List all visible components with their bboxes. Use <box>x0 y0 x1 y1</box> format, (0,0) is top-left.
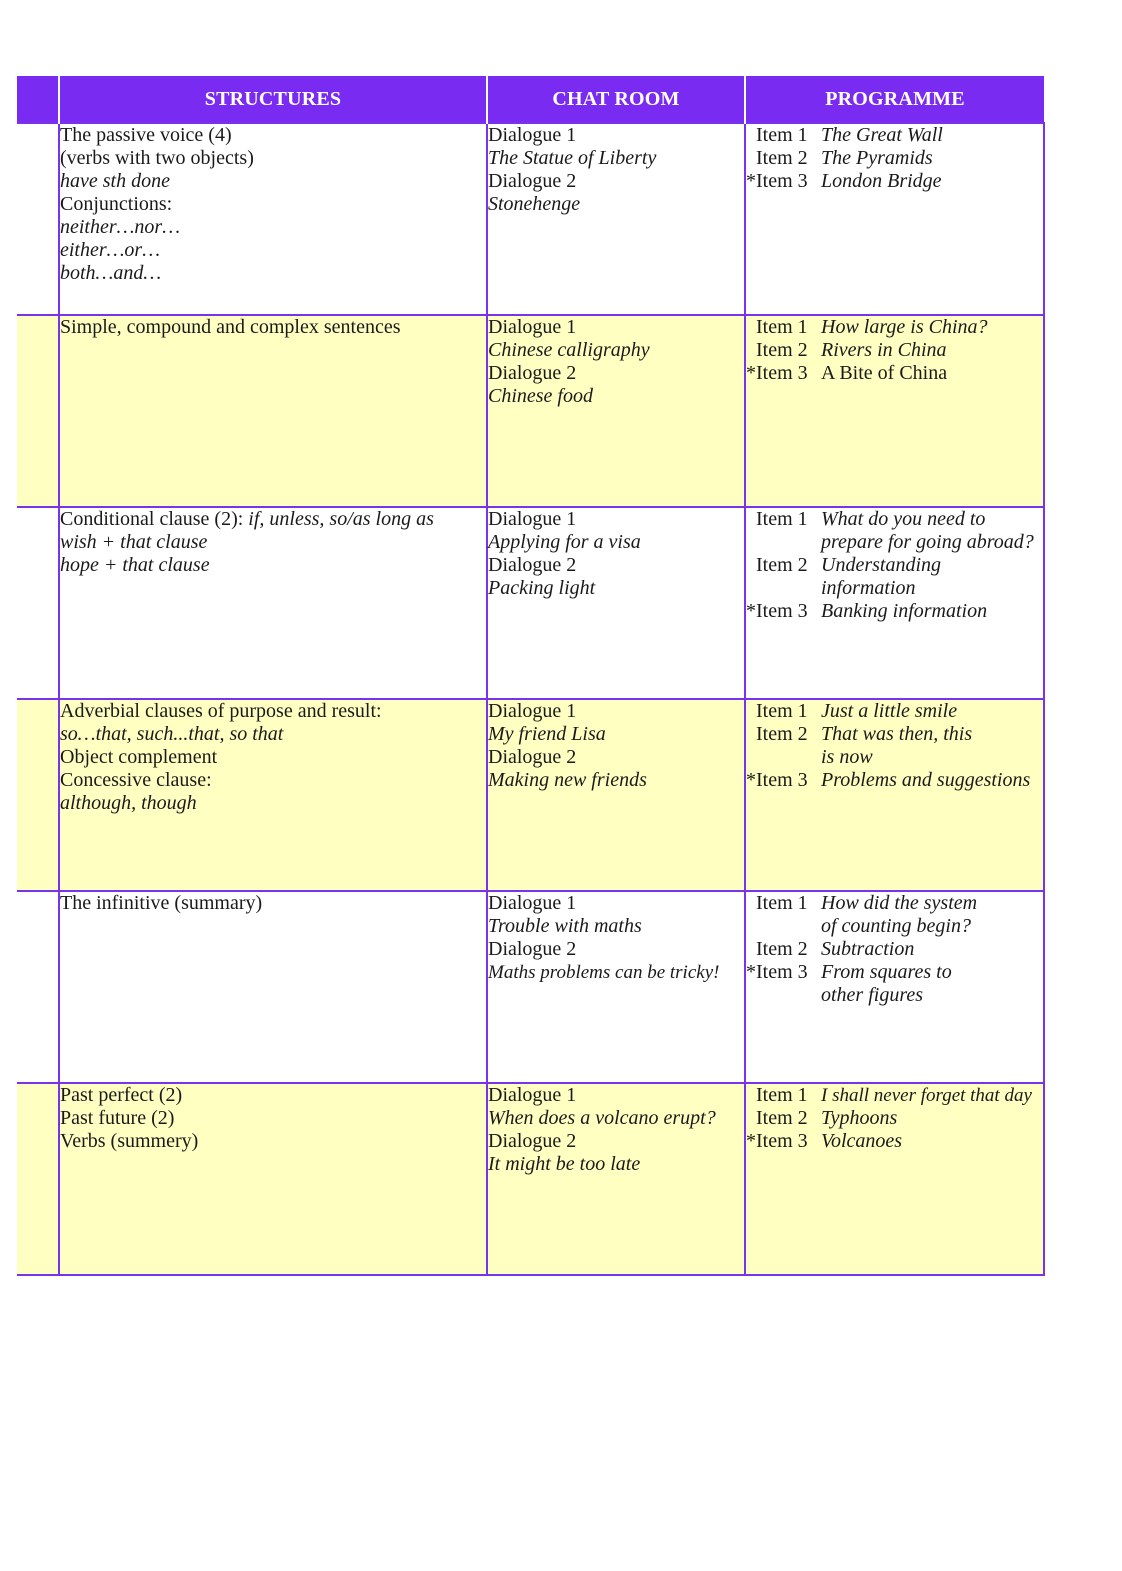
programme-cell <box>745 1083 1044 1275</box>
programme-cell <box>745 507 1044 699</box>
item-number: Item 2 <box>746 147 808 169</box>
programme-cell <box>745 699 1044 891</box>
table-row <box>17 315 1044 507</box>
item-title: A Bite of China <box>821 362 948 384</box>
structure-line: The infinitive (summary) <box>60 892 263 914</box>
dialogue-label: Dialogue 1 <box>488 700 577 722</box>
structure-line: Past perfect (2) <box>60 1084 183 1106</box>
structures-cell <box>59 891 487 1083</box>
item-number: *Item 3 <box>746 170 808 192</box>
unit-cell <box>17 315 59 507</box>
table-row <box>17 699 1044 891</box>
structure-line: Verbs (summery) <box>60 1130 199 1152</box>
programme-item <box>746 938 1043 961</box>
programme-item <box>746 1107 1043 1130</box>
dialogue-label: Dialogue 2 <box>488 362 577 384</box>
programme-item <box>746 961 1043 1007</box>
programme-cell <box>745 123 1044 315</box>
dialogue-label: Dialogue 2 <box>488 554 577 576</box>
dialogue-label: Dialogue 2 <box>488 1130 577 1152</box>
item-title: The Pyramids <box>821 147 933 169</box>
item-title: From squares to other figures <box>821 961 952 1006</box>
structure-line: (verbs with two objects) <box>60 147 254 169</box>
header-chat-room: CHAT ROOM <box>487 76 745 123</box>
dialogue-title: Chinese food <box>488 385 593 407</box>
item-number: Item 2 <box>746 554 808 576</box>
item-number: *Item 3 <box>746 1130 808 1152</box>
item-title: Volcanoes <box>821 1130 903 1152</box>
programme-item <box>746 362 1043 385</box>
dialogue-title: Making new friends <box>488 769 647 791</box>
structure-line: either…or… <box>60 239 160 261</box>
programme-item <box>746 124 1043 147</box>
programme-item <box>746 508 1043 554</box>
dialogue-title: My friend Lisa <box>488 723 606 745</box>
structure-line: Object complement <box>60 746 218 768</box>
syllabus-table <box>17 76 1045 1276</box>
unit-cell <box>17 699 59 891</box>
chat-room-cell <box>487 507 745 699</box>
unit-cell <box>17 1083 59 1275</box>
chat-room-cell <box>487 123 745 315</box>
item-number: Item 2 <box>746 1107 808 1129</box>
chat-room-cell <box>487 699 745 891</box>
structure-line: Conjunctions: <box>60 193 173 215</box>
unit-cell <box>17 507 59 699</box>
programme-item <box>746 170 1043 193</box>
table-row <box>17 1083 1044 1275</box>
dialogue-title: Trouble with maths <box>488 915 642 937</box>
programme-item <box>746 769 1043 792</box>
dialogue-label: Dialogue 1 <box>488 316 577 338</box>
item-title: Understanding information <box>821 554 941 599</box>
programme-item <box>746 1130 1043 1153</box>
item-title: That was then, this is now <box>821 723 973 768</box>
structure-text-italic: if, unless, so/as long as <box>248 508 434 530</box>
structure-line: hope + that clause <box>60 554 210 576</box>
item-title: How large is China? <box>821 316 988 338</box>
structures-cell <box>59 1083 487 1275</box>
header-row <box>17 76 1044 123</box>
structure-line: Simple, compound and complex sentences <box>60 316 401 338</box>
structures-cell <box>59 315 487 507</box>
item-number: Item 2 <box>746 723 808 745</box>
programme-cell <box>745 315 1044 507</box>
dialogue-label: Dialogue 1 <box>488 1084 577 1106</box>
dialogue-title: The Statue of Liberty <box>488 147 657 169</box>
programme-item <box>746 1084 1043 1107</box>
dialogue-title: Stonehenge <box>488 193 581 215</box>
structure-line: both…and… <box>60 262 162 284</box>
chat-room-cell <box>487 1083 745 1275</box>
structure-line: Concessive clause: <box>60 769 212 791</box>
item-number: Item 1 <box>746 316 808 338</box>
dialogue-label: Dialogue 1 <box>488 124 577 146</box>
item-title: Problems and suggestions <box>821 769 1031 791</box>
table-row <box>17 507 1044 699</box>
header-unit-cell <box>17 76 59 123</box>
structures-cell <box>59 699 487 891</box>
item-title: Just a little smile <box>821 700 958 722</box>
header-structures: STRUCTURES <box>59 76 487 123</box>
dialogue-label: Dialogue 1 <box>488 892 577 914</box>
item-number: Item 2 <box>746 339 808 361</box>
programme-item <box>746 316 1043 339</box>
item-number: Item 1 <box>746 700 808 722</box>
table-row <box>17 891 1044 1083</box>
item-title: I shall never forget that day <box>821 1085 1032 1106</box>
item-number: Item 1 <box>746 124 808 146</box>
dialogue-title: When does a volcano erupt? <box>488 1107 716 1129</box>
item-number: *Item 3 <box>746 362 808 384</box>
item-number: Item 1 <box>746 892 808 914</box>
dialogue-title: Chinese calligraphy <box>488 339 650 361</box>
programme-item <box>746 554 1043 600</box>
dialogue-label: Dialogue 2 <box>488 938 577 960</box>
dialogue-label: Dialogue 2 <box>488 170 577 192</box>
structure-line: neither…nor… <box>60 216 180 238</box>
programme-item <box>746 723 1043 769</box>
item-title: Banking information <box>821 600 988 622</box>
item-number: *Item 3 <box>746 961 808 983</box>
dialogue-title: Applying for a visa <box>488 531 641 553</box>
structure-text: Conditional clause (2): <box>60 508 249 530</box>
item-title: How did the system of counting begin? <box>821 892 978 937</box>
chat-room-cell <box>487 315 745 507</box>
programme-item <box>746 339 1043 362</box>
structure-line: Adverbial clauses of purpose and result: <box>60 700 382 722</box>
item-title: London Bridge <box>821 170 942 192</box>
structure-line: Past future (2) <box>60 1107 175 1129</box>
item-title: Rivers in China <box>821 339 947 361</box>
programme-item <box>746 147 1043 170</box>
item-number: Item 2 <box>746 938 808 960</box>
item-number: *Item 3 <box>746 769 808 791</box>
header-programme: PROGRAMME <box>745 76 1044 123</box>
table-row <box>17 123 1044 315</box>
structure-line <box>60 508 486 531</box>
item-title: Typhoons <box>821 1107 898 1129</box>
programme-item <box>746 700 1043 723</box>
item-title: What do you need to prepare for going abroad? <box>821 508 1034 553</box>
chat-room-cell <box>487 891 745 1083</box>
dialogue-label: Dialogue 1 <box>488 508 577 530</box>
dialogue-title: It might be too late <box>488 1153 641 1175</box>
structure-line: although, though <box>60 792 197 814</box>
structure-line: The passive voice (4) <box>60 124 232 146</box>
structures-cell <box>59 123 487 315</box>
dialogue-title: Packing light <box>488 577 596 599</box>
item-title: Subtraction <box>821 938 915 960</box>
dialogue-label: Dialogue 2 <box>488 746 577 768</box>
item-number: Item 1 <box>746 508 808 530</box>
item-title: The Great Wall <box>821 124 943 146</box>
item-number: *Item 3 <box>746 600 808 622</box>
programme-cell <box>745 891 1044 1083</box>
programme-item <box>746 600 1043 623</box>
structure-line: wish + that clause <box>60 531 208 553</box>
programme-item <box>746 892 1043 938</box>
structures-cell <box>59 507 487 699</box>
item-number: Item 1 <box>746 1084 808 1106</box>
structure-line: have sth done <box>60 170 170 192</box>
dialogue-title: Maths problems can be tricky! <box>488 962 720 983</box>
unit-cell <box>17 891 59 1083</box>
structure-line: so…that, such...that, so that <box>60 723 284 745</box>
unit-cell <box>17 123 59 315</box>
